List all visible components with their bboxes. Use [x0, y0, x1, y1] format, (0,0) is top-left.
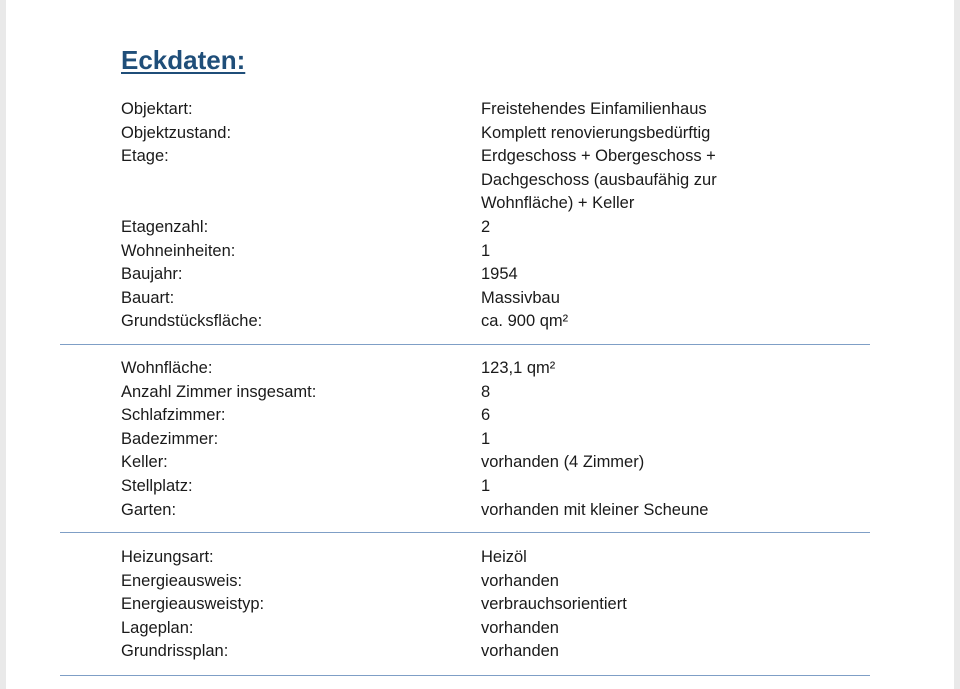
section-divider — [60, 675, 870, 676]
row-value: 1 — [481, 429, 491, 448]
section-rooms — [121, 357, 881, 522]
row-label: Garten: — [121, 500, 177, 519]
list-item — [121, 451, 881, 475]
row-label: Keller: — [121, 453, 168, 472]
list-item — [121, 617, 881, 641]
section-divider — [60, 532, 870, 533]
row-value: 1 — [481, 241, 491, 260]
list-item — [121, 310, 881, 334]
row-label: Bauart: — [121, 288, 175, 307]
list-item — [121, 240, 881, 264]
list-item — [121, 499, 881, 523]
row-label: Grundrissplan: — [121, 642, 229, 661]
row-value: vorhanden — [481, 618, 559, 637]
page-title: Eckdaten: — [121, 45, 246, 75]
list-item — [121, 98, 881, 122]
row-value: vorhanden — [481, 571, 559, 590]
list-item — [121, 640, 881, 664]
row-label: Schlafzimmer: — [121, 406, 226, 425]
row-label: Badezimmer: — [121, 429, 219, 448]
row-value: vorhanden (4 Zimmer) — [481, 453, 645, 472]
row-label: Lageplan: — [121, 618, 194, 637]
list-item — [121, 263, 881, 287]
document-page — [6, 0, 954, 689]
row-value: ca. 900 qm² — [481, 312, 569, 331]
section-basic-data — [121, 98, 881, 334]
list-item — [121, 428, 881, 452]
row-label: Objektzustand: — [121, 123, 232, 142]
row-label: Heizungsart: — [121, 548, 214, 566]
section-energy — [121, 546, 881, 664]
row-label: Stellplatz: — [121, 476, 193, 495]
list-item — [121, 570, 881, 594]
list-item — [121, 357, 881, 381]
section-divider — [60, 344, 870, 345]
row-value: vorhanden mit kleiner Scheune — [481, 500, 709, 519]
row-label: Wohnfläche: — [121, 359, 213, 377]
list-item — [121, 287, 881, 311]
row-value: Komplett renovierungsbedürftig — [481, 123, 711, 142]
list-item — [121, 546, 881, 570]
row-label: Etage: — [121, 147, 169, 166]
row-label: Etagenzahl: — [121, 217, 209, 236]
row-value: 1954 — [481, 265, 518, 284]
row-value: 1 — [481, 476, 491, 495]
list-item — [121, 475, 881, 499]
row-value: Massivbau — [481, 288, 560, 307]
row-value: 8 — [481, 382, 491, 401]
row-value: 6 — [481, 406, 491, 425]
row-value: Heizöl — [481, 548, 527, 566]
row-label: Baujahr: — [121, 265, 183, 284]
row-label: Wohneinheiten: — [121, 241, 236, 260]
list-item — [121, 122, 881, 146]
list-item — [121, 145, 881, 216]
row-value: 2 — [481, 217, 491, 236]
row-label: Anzahl Zimmer insgesamt: — [121, 382, 317, 401]
row-label: Grundstücksfläche: — [121, 312, 263, 331]
row-value: Erdgeschoss + Obergeschoss + Dachgeschoss (ausbaufähig zur Wohnfläche) + Keller — [481, 147, 717, 213]
row-label: Energieausweistyp: — [121, 595, 265, 614]
list-item — [121, 381, 881, 405]
list-item — [121, 216, 881, 240]
row-label: Objektart: — [121, 100, 193, 118]
row-value: Freistehendes Einfamilienhaus — [481, 100, 707, 118]
row-value: verbrauchsorientiert — [481, 595, 627, 614]
list-item — [121, 404, 881, 428]
row-value: vorhanden — [481, 642, 559, 661]
row-value: 123,1 qm² — [481, 359, 556, 377]
list-item — [121, 593, 881, 617]
row-label: Energieausweis: — [121, 571, 243, 590]
